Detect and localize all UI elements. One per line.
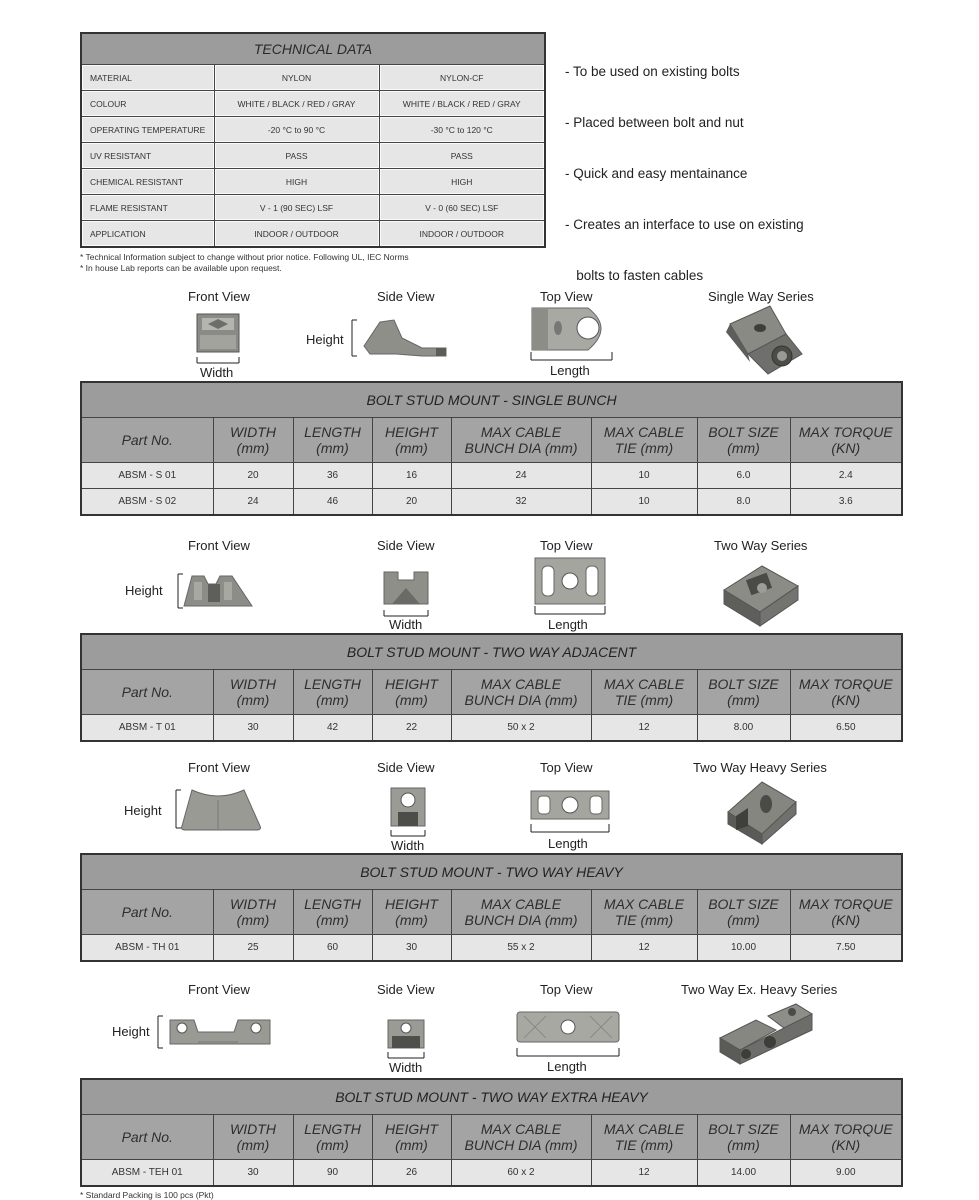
product-3d-image <box>722 778 802 848</box>
series-label: Two Way Ex. Heavy Series <box>681 982 838 997</box>
col-header-bolt-size: BOLT SIZE (mm) <box>697 1115 790 1160</box>
side-view-drawing <box>352 318 452 362</box>
table-title: BOLT STUD MOUNT - SINGLE BUNCH <box>81 382 902 418</box>
col-header-max-torque: MAX TORQUE (KN) <box>790 418 902 463</box>
col-header-max-cable-bunch-dia: MAX CABLE BUNCH DIA (mm) <box>451 670 591 715</box>
feature-item: - Creates an interface to use on existing <box>565 217 804 232</box>
height-cell: 26 <box>372 1160 451 1187</box>
product-3d-image <box>718 560 804 632</box>
product-3d-image <box>720 304 810 378</box>
width-label: Width <box>389 617 423 632</box>
top-view-label: Top View <box>540 538 593 553</box>
property-value-nylon-cf: HIGH <box>379 169 545 195</box>
front-view-drawing <box>170 788 266 834</box>
width-cell: 30 <box>213 715 293 742</box>
part-no-cell: ABSM - S 01 <box>81 463 213 489</box>
bolt-size-cell: 8.0 <box>697 489 790 516</box>
front-view-drawing <box>156 1014 276 1054</box>
bunch-dia-cell: 32 <box>451 489 591 516</box>
col-header-bolt-size: BOLT SIZE (mm) <box>697 670 790 715</box>
col-header-max-cable-tie: MAX CABLE TIE (mm) <box>591 418 697 463</box>
part-no-cell: ABSM - TH 01 <box>81 935 213 962</box>
top-view-drawing <box>528 788 612 836</box>
front-view-label: Front View <box>188 289 250 304</box>
width-label: Width <box>200 365 234 380</box>
bolt-size-cell: 6.0 <box>697 463 790 489</box>
product-table-two-way-adjacent <box>80 633 903 742</box>
col-header-part-no: Part No. <box>81 890 213 935</box>
width-cell: 25 <box>213 935 293 962</box>
front-view-drawing <box>170 572 256 612</box>
col-header-width: WIDTH (mm) <box>213 670 293 715</box>
width-cell: 20 <box>213 463 293 489</box>
property-label: COLOUR <box>81 91 214 117</box>
col-header-max-cable-bunch-dia: MAX CABLE BUNCH DIA (mm) <box>451 418 591 463</box>
feature-item: bolts to fasten cables <box>565 268 704 283</box>
table-row <box>81 463 902 489</box>
cable-tie-cell: 12 <box>591 715 697 742</box>
torque-cell: 7.50 <box>790 935 902 962</box>
col-header-height: HEIGHT (mm) <box>372 418 451 463</box>
table-row <box>81 65 545 91</box>
product-3d-image <box>716 1002 816 1072</box>
bunch-dia-cell: 50 x 2 <box>451 715 591 742</box>
property-value-nylon: PASS <box>214 143 379 169</box>
length-label: Length <box>548 617 588 632</box>
col-header-max-cable-bunch-dia: MAX CABLE BUNCH DIA (mm) <box>451 890 591 935</box>
side-view-label: Side View <box>377 982 435 997</box>
table-row <box>81 117 545 143</box>
col-header-part-no: Part No. <box>81 1115 213 1160</box>
width-label: Width <box>391 838 425 853</box>
property-value-nylon: INDOOR / OUTDOOR <box>214 221 379 248</box>
top-view-label: Top View <box>540 982 593 997</box>
length-cell: 60 <box>293 935 372 962</box>
col-header-width: WIDTH (mm) <box>213 418 293 463</box>
length-cell: 46 <box>293 489 372 516</box>
property-label: OPERATING TEMPERATURE <box>81 117 214 143</box>
side-view-drawing <box>388 786 432 842</box>
length-cell: 90 <box>293 1160 372 1187</box>
table-row <box>81 1160 902 1187</box>
property-value-nylon-cf: PASS <box>379 143 545 169</box>
cable-tie-cell: 12 <box>591 935 697 962</box>
col-header-part-no: Part No. <box>81 418 213 463</box>
height-label: Height <box>112 1024 150 1039</box>
property-value-nylon-cf: -30 °C to 120 °C <box>379 117 545 143</box>
series-label: Two Way Series <box>714 538 808 553</box>
front-view-label: Front View <box>188 538 250 553</box>
series-label: Two Way Heavy Series <box>693 760 827 775</box>
part-no-cell: ABSM - T 01 <box>81 715 213 742</box>
note-line: * In house Lab reports can be available upon request. <box>80 263 282 273</box>
top-view-drawing <box>528 306 618 364</box>
product-table-two-way-heavy <box>80 853 903 962</box>
torque-cell: 3.6 <box>790 489 902 516</box>
col-header-max-torque: MAX TORQUE (KN) <box>790 890 902 935</box>
property-value-nylon-cf: V - 0 (60 SEC) LSF <box>379 195 545 221</box>
col-header-max-torque: MAX TORQUE (KN) <box>790 670 902 715</box>
table-row <box>81 169 545 195</box>
col-header-width: WIDTH (mm) <box>213 1115 293 1160</box>
height-cell: 16 <box>372 463 451 489</box>
bunch-dia-cell: 60 x 2 <box>451 1160 591 1187</box>
note-line: * Technical Information subject to change without prior notice. Following UL, IEC Norms <box>80 252 409 262</box>
feature-item: - Placed between bolt and nut <box>565 115 744 130</box>
col-header-height: HEIGHT (mm) <box>372 890 451 935</box>
feature-item: - Quick and easy mentainance <box>565 166 748 181</box>
part-no-cell: ABSM - TEH 01 <box>81 1160 213 1187</box>
col-header-part-no: Part No. <box>81 670 213 715</box>
feature-list <box>565 29 804 301</box>
property-label: UV RESISTANT <box>81 143 214 169</box>
side-view-label: Side View <box>377 760 435 775</box>
col-header-max-cable-tie: MAX CABLE TIE (mm) <box>591 670 697 715</box>
col-header-bolt-size: BOLT SIZE (mm) <box>697 890 790 935</box>
side-view-drawing <box>382 570 432 620</box>
width-label: Width <box>389 1060 423 1075</box>
front-view-label: Front View <box>188 760 250 775</box>
series-label: Single Way Series <box>708 289 814 304</box>
table-row <box>81 935 902 962</box>
table-row <box>81 195 545 221</box>
packing-footnote: * Standard Packing is 100 pcs (Pkt) <box>80 1190 214 1200</box>
col-header-max-cable-tie: MAX CABLE TIE (mm) <box>591 1115 697 1160</box>
property-value-nylon-cf: WHITE / BLACK / RED / GRAY <box>379 91 545 117</box>
property-label: CHEMICAL RESISTANT <box>81 169 214 195</box>
top-view-drawing <box>532 556 608 618</box>
property-label: MATERIAL <box>81 65 214 91</box>
table-title: BOLT STUD MOUNT - TWO WAY HEAVY <box>81 854 902 890</box>
side-view-label: Side View <box>377 289 435 304</box>
height-label: Height <box>124 803 162 818</box>
property-value-nylon: NYLON <box>214 65 379 91</box>
top-view-drawing <box>514 1008 622 1062</box>
torque-cell: 2.4 <box>790 463 902 489</box>
table-title: BOLT STUD MOUNT - TWO WAY EXTRA HEAVY <box>81 1079 902 1115</box>
property-value-nylon: V - 1 (90 SEC) LSF <box>214 195 379 221</box>
col-header-length: LENGTH (mm) <box>293 890 372 935</box>
height-cell: 22 <box>372 715 451 742</box>
property-value-nylon-cf: INDOOR / OUTDOOR <box>379 221 545 248</box>
top-view-label: Top View <box>540 289 593 304</box>
property-value-nylon-cf: NYLON-CF <box>379 65 545 91</box>
height-cell: 30 <box>372 935 451 962</box>
property-value-nylon: -20 °C to 90 °C <box>214 117 379 143</box>
col-header-bolt-size: BOLT SIZE (mm) <box>697 418 790 463</box>
table-row <box>81 715 902 742</box>
col-header-length: LENGTH (mm) <box>293 670 372 715</box>
bolt-size-cell: 8.00 <box>697 715 790 742</box>
product-table-single-bunch <box>80 381 903 516</box>
height-label: Height <box>125 583 163 598</box>
side-view-drawing <box>384 1016 430 1064</box>
part-no-cell: ABSM - S 02 <box>81 489 213 516</box>
width-cell: 24 <box>213 489 293 516</box>
front-view-label: Front View <box>188 982 250 997</box>
property-value-nylon: WHITE / BLACK / RED / GRAY <box>214 91 379 117</box>
torque-cell: 9.00 <box>790 1160 902 1187</box>
col-header-width: WIDTH (mm) <box>213 890 293 935</box>
height-label: Height <box>306 332 344 347</box>
property-label: FLAME RESISTANT <box>81 195 214 221</box>
length-label: Length <box>550 363 590 378</box>
cable-tie-cell: 12 <box>591 1160 697 1187</box>
col-header-max-cable-bunch-dia: MAX CABLE BUNCH DIA (mm) <box>451 1115 591 1160</box>
bolt-size-cell: 14.00 <box>697 1160 790 1187</box>
col-header-max-torque: MAX TORQUE (KN) <box>790 1115 902 1160</box>
torque-cell: 6.50 <box>790 715 902 742</box>
table-row <box>81 143 545 169</box>
col-header-height: HEIGHT (mm) <box>372 670 451 715</box>
property-value-nylon: HIGH <box>214 169 379 195</box>
col-header-length: LENGTH (mm) <box>293 1115 372 1160</box>
front-view-drawing <box>196 313 242 367</box>
length-label: Length <box>548 836 588 851</box>
cable-tie-cell: 10 <box>591 463 697 489</box>
table-row <box>81 489 902 516</box>
col-header-height: HEIGHT (mm) <box>372 1115 451 1160</box>
cable-tie-cell: 10 <box>591 489 697 516</box>
bunch-dia-cell: 55 x 2 <box>451 935 591 962</box>
top-view-label: Top View <box>540 760 593 775</box>
property-label: APPLICATION <box>81 221 214 248</box>
table-title: BOLT STUD MOUNT - TWO WAY ADJACENT <box>81 634 902 670</box>
length-cell: 36 <box>293 463 372 489</box>
technical-data-title: TECHNICAL DATA <box>81 33 545 65</box>
length-cell: 42 <box>293 715 372 742</box>
feature-item: - To be used on existing bolts <box>565 64 740 79</box>
col-header-length: LENGTH (mm) <box>293 418 372 463</box>
product-table-two-way-extra-heavy <box>80 1078 903 1187</box>
side-view-label: Side View <box>377 538 435 553</box>
bolt-size-cell: 10.00 <box>697 935 790 962</box>
technical-notes <box>80 252 409 274</box>
length-label: Length <box>547 1059 587 1074</box>
bunch-dia-cell: 24 <box>451 463 591 489</box>
table-row <box>81 91 545 117</box>
col-header-max-cable-tie: MAX CABLE TIE (mm) <box>591 890 697 935</box>
table-row <box>81 221 545 248</box>
technical-data-table <box>80 32 546 248</box>
width-cell: 30 <box>213 1160 293 1187</box>
height-cell: 20 <box>372 489 451 516</box>
